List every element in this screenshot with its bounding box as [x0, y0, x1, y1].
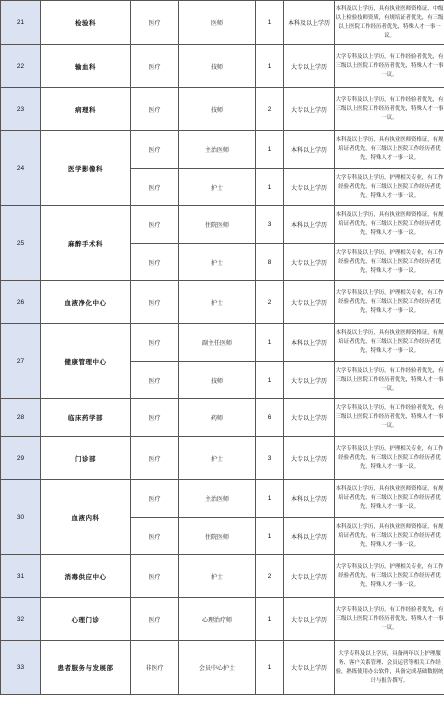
requirements: [335, 641, 444, 695]
education: 大专以上学历: [284, 641, 335, 695]
position: 技师: [179, 45, 256, 88]
headcount: 1: [256, 598, 284, 641]
requirements-text: 大学专科及以上学历，有工作经验者优先，有三级以上医院工作经历者优先，特殊人才一事一议。: [335, 96, 444, 121]
headcount: 6: [256, 399, 284, 437]
category: 医疗: [131, 362, 179, 399]
position: 护士: [179, 169, 256, 206]
headcount: 1: [256, 641, 284, 695]
department: 消毒供应中心: [41, 555, 131, 598]
category: 非医疗: [131, 641, 179, 695]
education: 大专以上学历: [284, 169, 335, 206]
headcount: 8: [256, 244, 284, 281]
requirements: [335, 45, 444, 88]
table-row: [1, 1, 444, 45]
requirements: [335, 518, 444, 555]
requirements: [335, 480, 444, 518]
row-number: 23: [1, 88, 41, 131]
position: 医师: [179, 1, 256, 45]
row-number: 27: [1, 324, 41, 399]
education: 本科以上学历: [284, 480, 335, 518]
education: 本科以上学历: [284, 518, 335, 555]
requirements-text: 本科及以上学历，具有执业医师资格证，有规培证者优先，有三级以上医院工作经历者优先，特殊人才一事一议。: [335, 523, 444, 548]
requirements-text: 本科及以上学历，具有执业医师资格证，有规培证者优先，有三级以上医院工作经历者优先，特殊人才一事一议。: [335, 212, 444, 236]
education: 大专以上学历: [284, 598, 335, 641]
table-row: [1, 437, 444, 480]
department: 门诊部: [41, 437, 131, 480]
department: 麻醉手术科: [41, 206, 131, 281]
row-number: 26: [1, 281, 41, 324]
requirements: [335, 399, 444, 437]
category: 医疗: [131, 399, 179, 437]
department: 血液内科: [41, 480, 131, 555]
education: 大专以上学历: [284, 399, 335, 437]
headcount: 1: [256, 480, 284, 518]
row-number: 24: [1, 131, 41, 206]
position: 护士: [179, 281, 256, 324]
position: 副主任医师: [179, 324, 256, 362]
department: 血液净化中心: [41, 281, 131, 324]
table-row: [1, 131, 444, 169]
category: 医疗: [131, 437, 179, 480]
row-number: 29: [1, 437, 41, 480]
education: 大专以上学历: [284, 281, 335, 324]
category: 医疗: [131, 324, 179, 362]
position: 主治医师: [179, 480, 256, 518]
education: 大专以上学历: [284, 45, 335, 88]
headcount: 1: [256, 45, 284, 88]
department: 心理门诊: [41, 598, 131, 641]
department: 病理科: [41, 88, 131, 131]
table-row: [1, 45, 444, 88]
education: 大专以上学历: [284, 244, 335, 281]
requirements-text: 本科及以上学历，具有执业医师资格证，有规培证者优先，有三级以上医院工作经历者优先，特殊人才一事一议。: [335, 330, 444, 354]
position: 住院医师: [179, 518, 256, 555]
category: 医疗: [131, 281, 179, 324]
education: 大专以上学历: [284, 362, 335, 399]
position: 心理治疗师: [179, 598, 256, 641]
table-row: [1, 641, 444, 695]
education: 本科以上学历: [284, 206, 335, 244]
education: 本科以上学历: [284, 131, 335, 169]
department: 临床药学部: [41, 399, 131, 437]
requirements-text: 本科及以上学历，具有执业医师资格证，有规培证者优先，有三级以上医院工作经历者优先，特殊人才一事一议。: [335, 137, 444, 161]
category: 医疗: [131, 88, 179, 131]
requirements: [335, 131, 444, 169]
headcount: 1: [256, 169, 284, 206]
requirements-text: 大学专科及以上学历，护理相关专业，有工作经验者优先，有三级以上医院工作经历者优先，特殊人才一事一议。: [335, 249, 444, 274]
department: 健康管理中心: [41, 324, 131, 399]
position: 主治医师: [179, 131, 256, 169]
education: 本科及以上学历: [284, 1, 335, 45]
category: 医疗: [131, 518, 179, 555]
requirements-text: 本科及以上学历，具有执业医师资格证、中级以上检验技师资质，有规培证者优先，有三级以上医院工作经历者优先，特殊人才一事一议。: [335, 5, 444, 39]
headcount: 3: [256, 437, 284, 480]
requirements-text: 大学专科及以上学历，有工作经验者优先，有三级以上医院工作经历者优先，特殊人才一事一议。: [335, 405, 444, 429]
requirements: [335, 1, 444, 45]
requirements: [335, 169, 444, 206]
category: 医疗: [131, 555, 179, 598]
row-number: 31: [1, 555, 41, 598]
table-row: [1, 555, 444, 598]
requirements: [335, 598, 444, 641]
requirements: [335, 437, 444, 480]
headcount: 1: [256, 131, 284, 169]
table-row: [1, 598, 444, 641]
position: 技师: [179, 88, 256, 131]
requirements: [335, 244, 444, 281]
requirements: [335, 206, 444, 244]
category: 医疗: [131, 480, 179, 518]
requirements: [335, 281, 444, 324]
requirements-text: 大学专科及以上学历，护理相关专业，有工作经验者优先，有三级以上医院工作经历者优先，特殊人才一事一议。: [335, 563, 444, 588]
category: 医疗: [131, 1, 179, 45]
headcount: 2: [256, 88, 284, 131]
education: 大专以上学历: [284, 88, 335, 131]
table-row: [1, 399, 444, 437]
row-number: 33: [1, 641, 41, 695]
requirements: [335, 555, 444, 598]
requirements-text: 本科及以上学历，具有执业医师资格证，有规培证者优先，有三级以上医院工作经历者优先，特殊人才一事一议。: [335, 486, 444, 510]
table-row: [1, 480, 444, 518]
position: 护士: [179, 555, 256, 598]
education: 大专以上学历: [284, 437, 335, 480]
table-row: [1, 88, 444, 131]
department: 患者服务与发展部: [41, 641, 131, 695]
category: 医疗: [131, 206, 179, 244]
table-row: [1, 206, 444, 244]
education: 本科以上学历: [284, 324, 335, 362]
position: 护士: [179, 437, 256, 480]
department: 医学影像科: [41, 131, 131, 206]
requirements: [335, 88, 444, 131]
headcount: 1: [256, 518, 284, 555]
category: 医疗: [131, 244, 179, 281]
headcount: 2: [256, 555, 284, 598]
position: 药师: [179, 399, 256, 437]
requirements-text: 大学专科及以上学历，具备两年以上护理服务、客户关系管理、会员运营等相关工作经验，熟练使用办公软件，具备完成基础数据统计与报告撰写。: [335, 650, 444, 684]
department: 输血科: [41, 45, 131, 88]
table-row: [1, 281, 444, 324]
position: 会员中心护士: [179, 641, 256, 695]
category: 医疗: [131, 169, 179, 206]
category: 医疗: [131, 598, 179, 641]
row-number: 28: [1, 399, 41, 437]
requirements: [335, 362, 444, 399]
table-row: [1, 324, 444, 362]
headcount: 3: [256, 206, 284, 244]
row-number: 32: [1, 598, 41, 641]
headcount: 2: [256, 281, 284, 324]
department: 检验科: [41, 1, 131, 45]
requirements-text: 大学专科及以上学历，护理相关专业，有工作经验者优先，有三级以上医院工作经历者优先，特殊人才一事一议。: [335, 445, 444, 470]
row-number: 21: [1, 1, 41, 45]
headcount: 1: [256, 324, 284, 362]
position: 技师: [179, 362, 256, 399]
requirements-text: 大学专科及以上学历，有工作经验者优先，有三级以上医院工作经历者优先，特殊人才一事一议。: [335, 606, 444, 631]
requirements-text: 大学专科及以上学历，护理相关专业，有工作经验者优先，有三级以上医院工作经历者优先，特殊人才一事一议。: [335, 289, 444, 314]
position: 护士: [179, 244, 256, 281]
row-number: 25: [1, 206, 41, 281]
requirements: [335, 324, 444, 362]
category: 医疗: [131, 131, 179, 169]
requirements-text: 大学专科及以上学历，有工作经验者优先，有三级以上医院工作经历者优先，特殊人才一事一议。: [335, 53, 444, 78]
category: 医疗: [131, 45, 179, 88]
position: 住院医师: [179, 206, 256, 244]
headcount: 1: [256, 362, 284, 399]
row-number: 30: [1, 480, 41, 555]
row-number: 22: [1, 45, 41, 88]
headcount: 1: [256, 1, 284, 45]
requirements-text: 大学专科及以上学历，有工作经验者优先，有三级以上医院工作经历者优先，特殊人才一事一议。: [335, 367, 444, 392]
requirements-text: 大学专科及以上学历，护理相关专业，有工作经验者优先，有三级以上医院工作经历者优先，特殊人才一事一议。: [335, 174, 444, 199]
education: 大专以上学历: [284, 555, 335, 598]
